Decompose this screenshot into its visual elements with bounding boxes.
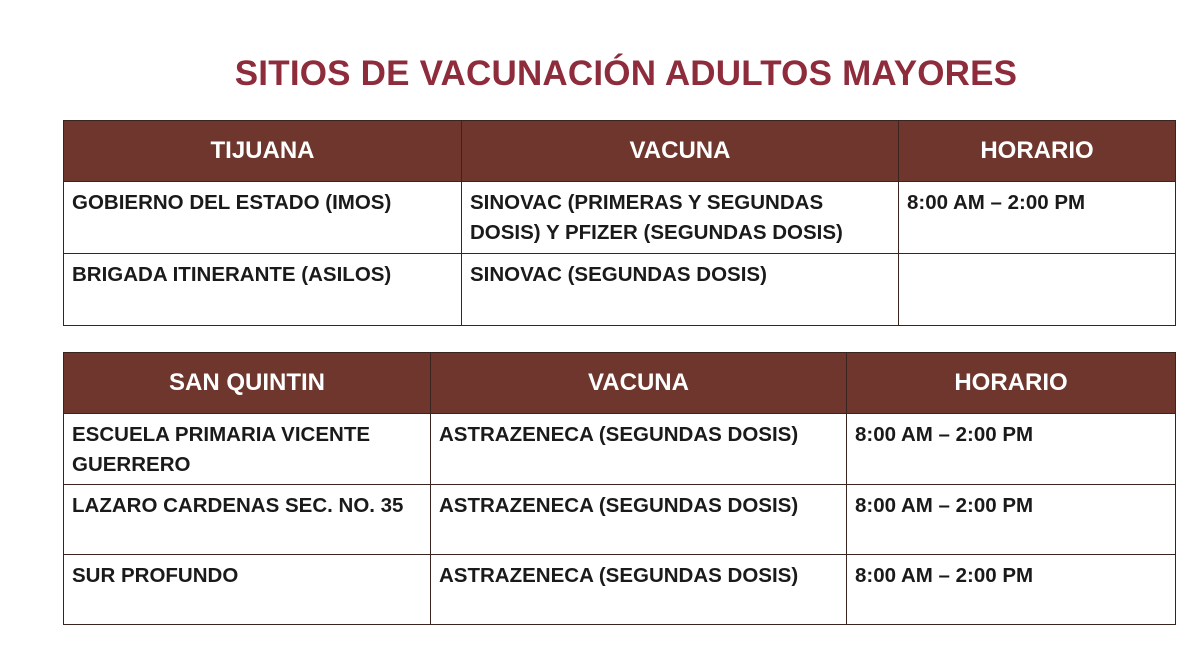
column-header-schedule: HORARIO (899, 121, 1176, 182)
page-title: SITIOS DE VACUNACIÓN ADULTOS MAYORES (234, 54, 1018, 93)
column-header-site: TIJUANA (64, 121, 462, 182)
schedule-cell: 8:00 AM – 2:00 PM (899, 182, 1176, 254)
column-header-schedule: HORARIO (847, 353, 1176, 414)
table-row (64, 254, 1176, 326)
table-row (64, 182, 1176, 254)
vaccine-cell: ASTRAZENECA (SEGUNDAS DOSIS) (431, 555, 847, 625)
vaccine-cell: ASTRAZENECA (SEGUNDAS DOSIS) (431, 414, 847, 485)
table-header-row (64, 121, 1176, 182)
table-row (64, 555, 1176, 625)
table-row (64, 414, 1176, 485)
site-cell: ESCUELA PRIMARIA VICENTE GUERRERO (64, 414, 431, 485)
schedule-cell: 8:00 AM – 2:00 PM (847, 414, 1176, 485)
schedule-cell: 8:00 AM – 2:00 PM (847, 485, 1176, 555)
site-cell: LAZARO CARDENAS SEC. NO. 35 (64, 485, 431, 555)
table-header-row (64, 353, 1176, 414)
vaccine-cell: SINOVAC (SEGUNDAS DOSIS) (462, 254, 899, 326)
schedule-cell (899, 254, 1176, 326)
vaccine-cell: ASTRAZENECA (SEGUNDAS DOSIS) (431, 485, 847, 555)
column-header-vaccine: VACUNA (431, 353, 847, 414)
site-cell: SUR PROFUNDO (64, 555, 431, 625)
site-cell: BRIGADA ITINERANTE (ASILOS) (64, 254, 462, 326)
table-row (64, 485, 1176, 555)
vaccine-cell: SINOVAC (PRIMERAS Y SEGUNDAS DOSIS) Y PFIZER (SEGUNDAS DOSIS) (462, 182, 899, 254)
column-header-site: SAN QUINTIN (64, 353, 431, 414)
san-quintin-schedule-table (63, 352, 1176, 625)
schedule-cell: 8:00 AM – 2:00 PM (847, 555, 1176, 625)
site-cell: GOBIERNO DEL ESTADO (IMOS) (64, 182, 462, 254)
column-header-vaccine: VACUNA (462, 121, 899, 182)
tijuana-schedule-table (63, 120, 1176, 326)
